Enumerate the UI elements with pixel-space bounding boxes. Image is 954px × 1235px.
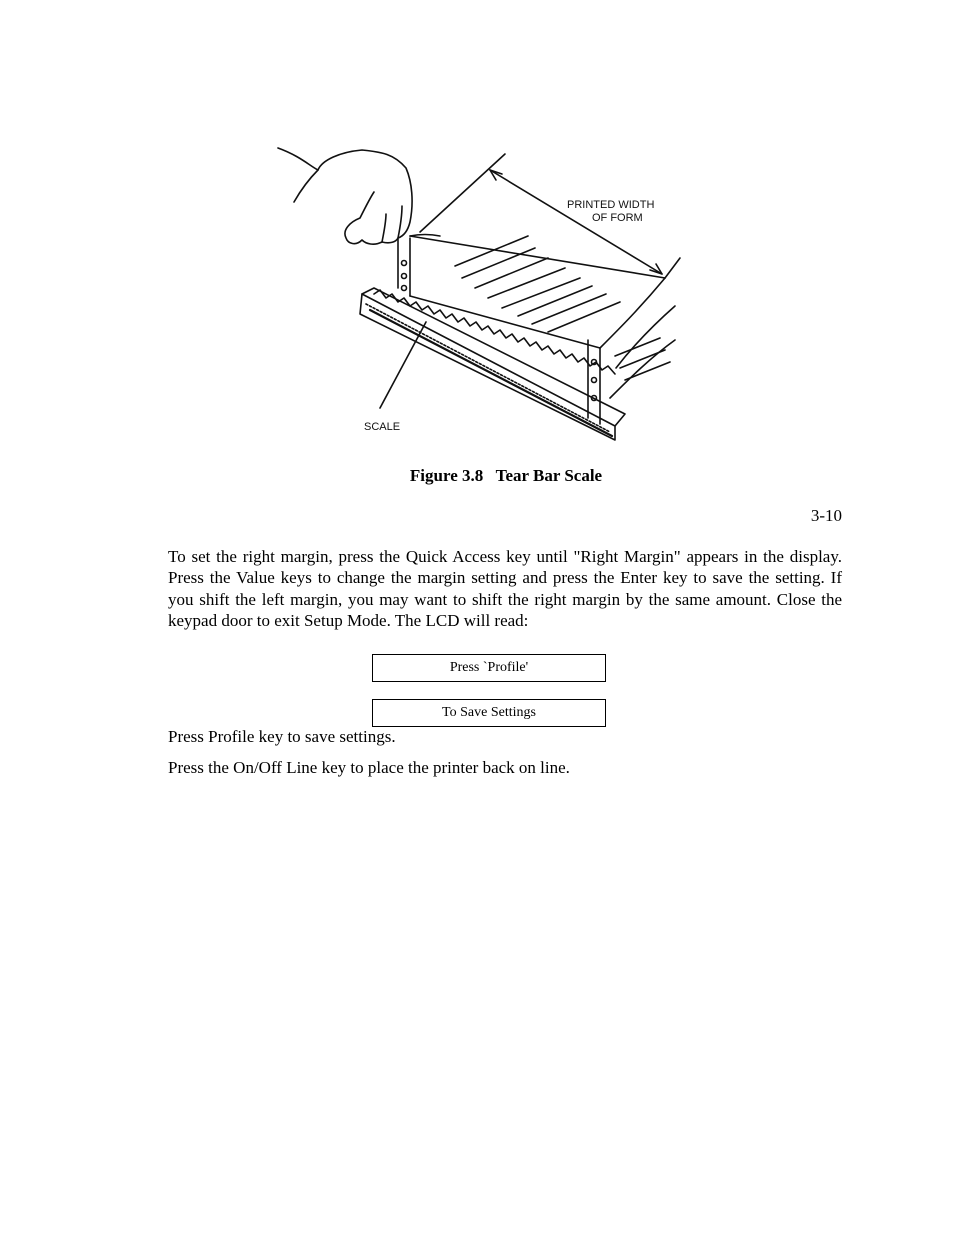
lcd-display-line-2: To Save Settings xyxy=(372,699,606,727)
figure-caption: Figure 3.8 Tear Bar Scale xyxy=(409,466,603,485)
body-paragraph: To set the right margin, press the Quick Access key until "Right Margin" appears in the display. Press the Value keys to change the margin setting and press the Enter key to save the setting. If you shift the left margin, you may want to shift the right margin by the same amount. Close the keypad door to exit Setup Mode. The LCD will read: xyxy=(168,547,842,630)
printed-width-label: PRINTED WIDTH xyxy=(567,199,655,211)
of-form-label: OF FORM xyxy=(592,212,643,224)
instruction-back-online: Press the On/Off Line key to place the printer back on line. xyxy=(168,758,570,777)
page-number: 3-10 xyxy=(810,506,842,525)
tear-bar-scale-illustration xyxy=(270,118,690,458)
scale-label: SCALE xyxy=(364,421,401,433)
lcd-display-line-1: Press `Profile' xyxy=(372,654,606,682)
instruction-save-settings: Press Profile key to save settings. xyxy=(168,727,396,746)
